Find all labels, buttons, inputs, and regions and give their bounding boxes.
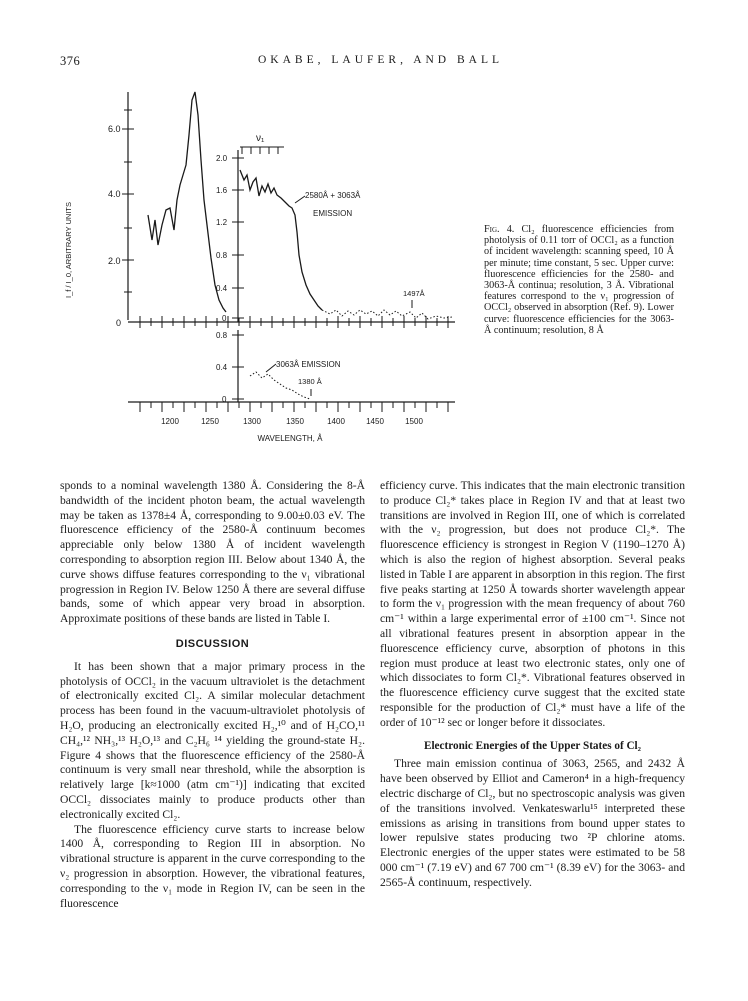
fluorescence-upper-tail — [322, 310, 452, 319]
absorption-curve — [148, 92, 226, 312]
caption-text: Cl₂ fluorescence efficiencies from photolysis of 0.11 torr of OCCl₂ as a function of incident wavelength: scanning speed, 10 Å per minute; time constant, 5 sec. Upper curve: fluorescence efficiencies for the 2580- and 3063-Å continua; resolution, 3 Å. Vibrational features correspond to the ν₁ progression of OCCl₂ observed in absorption (Ref. 9). Lower curve: fluorescence efficiencies for the 3063-Å continuum; resolution, 8 Å — [484, 224, 674, 336]
x-axis-title: WAVELENGTH, Å — [257, 434, 323, 443]
paragraph: The fluorescence efficiency curve starts to increase below 1400 Å, corresponding to Region III in absorption. No vibrational structure is apparent in the curve corresponding to the ν₂ progression in absorption. However, the vibrational features, corresponding to the ν₁ mode in Region IV, can be seen in the fluorescence — [60, 822, 365, 910]
x-tick-label: 1350 — [286, 417, 304, 426]
paragraph: Three main emission continua of 3063, 2565, and 2432 Å have been observed by Elliot and Cameron⁴ in a high-frequency electric discharge of Cl₂, but no spectroscopic analysis was given of the transitions involved. Venkateswarlu¹⁵ interpreted these emissions as arising in transitions from bound upper states to lower repulsive states producing two ²P chlorine atoms. Electronic energies of the upper states were estimated to be 58 000 cm⁻¹ (7.19 eV) and 67 700 cm⁻¹ (8.39 eV) for the 3063- and 2565-Å continuum, respectively. — [380, 757, 685, 889]
subsection-heading: Electronic Energies of the Upper States of Cl₂ — [423, 739, 642, 752]
upper-scale-label: 1.6 — [216, 186, 228, 195]
label-leader — [295, 196, 305, 203]
x-tick-label: 1200 — [161, 417, 179, 426]
y-tick-label: 0 — [116, 318, 122, 328]
nu1-label: ν₁ — [256, 133, 265, 144]
x-tick-label: 1500 — [405, 417, 423, 426]
lower-curve-label: 3063Å EMISSION — [276, 360, 341, 369]
section-heading: DISCUSSION — [175, 637, 250, 650]
upper-scale-label: 0.4 — [216, 284, 228, 293]
paragraph: efficiency curve. This indicates that the main electronic transition to produce Cl₂* takes place in Region IV and that at least two transitions are involved in Region III, one of which is correlated with the ν₂ progression, but does not produce Cl₂*. The fluorescence efficiency is strongest in Region V (1190–1270 Å) which is also the region of highest absorption. Several peaks listed in Table I are apparent in absorption in this region. The first five peaks starting at 1250 Å towards shorter wavelength appear to form the ν₁ progression with the mean frequency of about 760 cm⁻¹ within a large experimental error of ±100 cm⁻¹. Since not all vibrational features present in absorption appear in the fluorescence efficiency curve, absorption of photons in this region must produce at least two electronic states, only one of which dissociates to form Cl₂*. Vibrational features observed in the fluorescence efficiency curve suggest that the excited state responsible for the production of Cl₂* must have a life of the order of 10⁻¹² sec or longer before it dissociates. — [380, 479, 685, 729]
wavelength-1497-label: 1497Å — [403, 289, 425, 298]
y-tick-label: 4.0 — [108, 189, 121, 199]
lower-scale-label: 0.4 — [216, 363, 228, 372]
figure-caption — [484, 224, 674, 336]
wavelength-1380-label: 1380 Å — [298, 377, 322, 386]
caption-fig-label: Fig. 4. — [484, 224, 515, 235]
upper-scale-label: 2.0 — [216, 154, 228, 163]
left-column — [60, 479, 365, 911]
y-tick-label: 6.0 — [108, 124, 121, 134]
nu1-progression-marker — [240, 147, 284, 154]
x-tick-label: 1400 — [327, 417, 345, 426]
x-tick-label: 1450 — [366, 417, 384, 426]
fluorescence-efficiency-figure — [0, 0, 480, 470]
x-axis-ticks — [140, 402, 448, 412]
upper-scale-label: 0.8 — [216, 251, 228, 260]
upper-curve-label: EMISSION — [313, 209, 353, 218]
running-head: OKABE, LAUFER, AND BALL — [258, 54, 504, 66]
upper-curve-label: 2580Å + 3063Å — [305, 191, 361, 200]
lower-scale-label: 0 — [222, 395, 227, 404]
x-tick-label: 1250 — [201, 417, 219, 426]
y-axis-title: I_f / I_0, ARBITRARY UNITS — [64, 201, 73, 299]
right-column — [380, 479, 685, 891]
upper-scale-label: 0 — [222, 314, 227, 323]
lower-scale-label: 0.8 — [216, 331, 228, 340]
paragraph: sponds to a nominal wavelength 1380 Å. Considering the 8-Å bandwidth of the incident photon beam, the actual wavelength may be taken as 1378±4 Å, corresponding to 9.00±0.03 eV. The fluorescence efficiency of the 2580-Å continuum becomes appreciable only below 1380 Å of incident wavelength corresponding to absorption region III. Below about 1340 Å, the curve shows diffuse features corresponding to the ν₁ vibrational progression in Region IV. Below 1250 Å there are several diffuse bands, some of which appear very broad in absorption. Approximate positions of these bands are listed in Table I. — [60, 479, 365, 626]
upper-scale-label: 1.2 — [216, 218, 228, 227]
page-number: 376 — [60, 54, 81, 68]
y-tick-label: 2.0 — [108, 256, 121, 266]
x-tick-label: 1300 — [243, 417, 261, 426]
lower-label-leader — [266, 364, 276, 372]
paragraph: It has been shown that a major primary process in the photolysis of OCCl₂ in the vacuum ultraviolet is the detachment of electronically excited Cl₂. A similar molecular detachment process has been found in the vacuum-ultraviolet photolysis of H₂O, producing an electronically excited H₂,¹⁰ and of H₂CO,¹¹ CH₄,¹² NH₃,¹³ H₂O,¹³ and C₂H₆ ¹⁴ yielding the ground-state H₂. Figure 4 shows that the fluorescence efficiency of the 2580-Å continuum is very small near threshold, while the absorption is relatively large [k≈1000 (atm cm⁻¹)] indicating that excited OCCl₂ dissociates mainly to produce products other than electronically excited Cl₂. — [60, 659, 365, 821]
